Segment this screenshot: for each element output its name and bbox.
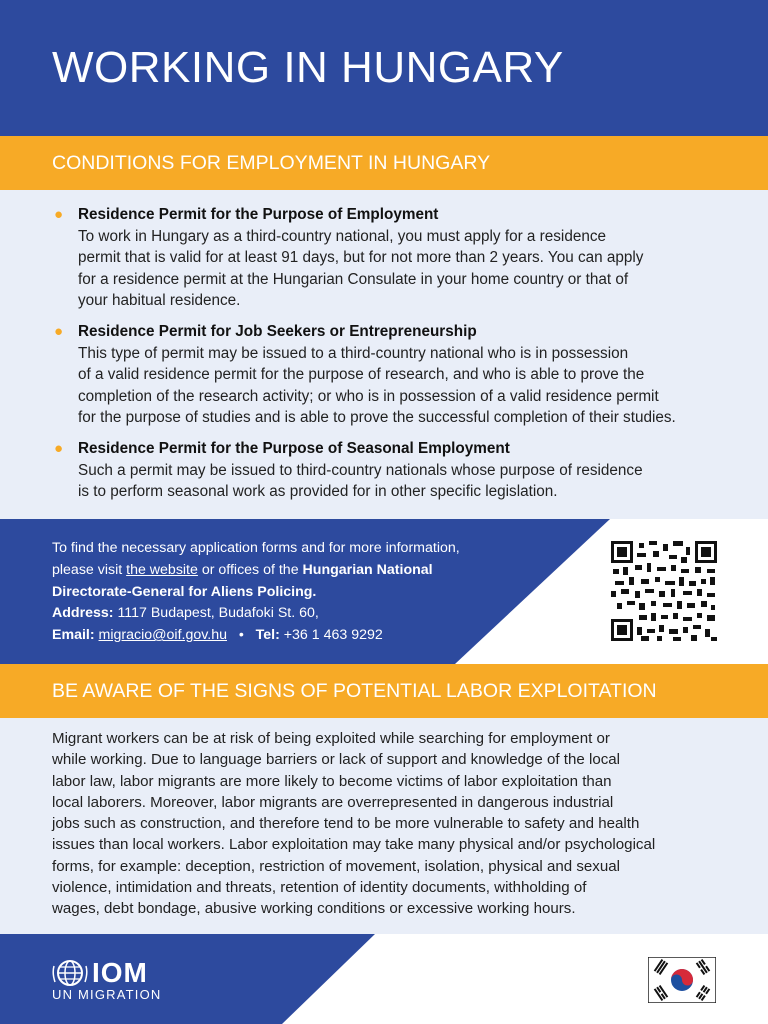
contact-line (52, 625, 532, 647)
exploitation-paragraph (52, 728, 718, 920)
permit-item-seasonal (54, 438, 728, 503)
address-line (52, 603, 532, 625)
permit-line: for the purpose of studies and is able to prove the successful completion of their studies. (78, 409, 676, 426)
paragraph-line: labor law, labor migrants are more likely to become victims of labor exploitation than (52, 772, 612, 790)
section-heading-exploitation (0, 664, 768, 718)
page-title: WORKING IN HUNGARY (52, 43, 564, 92)
bullet-icon: ● (54, 323, 64, 340)
email-label: Email: (52, 627, 95, 644)
tel-value: +36 1 463 9292 (279, 627, 383, 644)
iom-emblem-icon (52, 958, 88, 988)
paragraph-line: while working. Due to language barriers or lack of support and knowledge of the local (52, 751, 621, 769)
contact-info-text (52, 538, 532, 647)
permit-title: Residence Permit for the Purpose of Seasonal Employment (78, 440, 510, 457)
permit-line: permit that is valid for at least 91 days, but for not more than 2 years. You can apply (78, 249, 644, 266)
info-line (52, 560, 532, 582)
permit-line: To work in Hungary as a third-country national, you must apply for a residence (78, 227, 607, 245)
website-link[interactable]: the website (126, 561, 198, 578)
paragraph-line: forms, for example: deception, restriction of movement, isolation, physical and sexual (52, 857, 620, 875)
info-line: To find the necessary application forms and for more information, (52, 540, 460, 556)
paragraph-line: jobs such as construction, and therefore tend to be more vulnerable to safety and health (52, 815, 640, 833)
iom-logo-text: IOM (92, 957, 148, 988)
address-value: 1117 Budapest, Budafoki St. 60, (113, 605, 319, 622)
permit-line: Such a permit may be issued to third-country nationals whose purpose of residence (78, 461, 643, 479)
iom-logo[interactable] (52, 957, 172, 1007)
permit-line: for a residence permit at the Hungarian Consulate in your home country or that of (78, 270, 629, 288)
header-banner (0, 0, 768, 136)
section-heading-exploitation-text: BE AWARE OF THE SIGNS OF POTENTIAL LABOR EXPLOITATION (52, 680, 657, 702)
section-heading-conditions-text: CONDITIONS FOR EMPLOYMENT IN HUNGARY (52, 152, 491, 174)
agency-name: Directorate-General for Aliens Policing. (52, 583, 317, 600)
paragraph-line: local laborers. Moreover, labor migrants are overrepresented in dangerous industrial (52, 793, 614, 811)
un-migration-text: UN MIGRATION (52, 987, 162, 1002)
permit-item-job-seekers (54, 321, 728, 429)
paragraph-line: wages, debt bondage, abusive working conditions or excessive working hours. (52, 900, 576, 918)
permit-line: your habitual residence. (78, 292, 241, 309)
section-heading-conditions (0, 136, 768, 190)
separator-dot: • (238, 627, 244, 644)
permit-line: This type of permit may be issued to a third-country national who is in possession (78, 344, 629, 362)
south-korea-flag-icon (648, 957, 716, 1003)
paragraph-line: Migrant workers can be at risk of being exploited while searching for employment or (52, 730, 610, 747)
tel-label: Tel: (255, 627, 280, 644)
bullet-icon: ● (54, 440, 64, 457)
info-text: please visit (52, 561, 127, 578)
paragraph-line: issues than local workers. Labor exploitation may take many physical and/or psychological (52, 836, 656, 854)
permit-line: is to perform seasonal work as provided for in other specific legislation. (78, 483, 558, 500)
info-line (52, 582, 532, 604)
paragraph-line: violence, intimidation and threats, retention of identity documents, withholding of (52, 879, 587, 897)
email-link[interactable]: migracio@oif.gov.hu (98, 627, 228, 644)
permit-title: Residence Permit for Job Seekers or Entrepreneurship (78, 323, 477, 340)
permit-title: Residence Permit for the Purpose of Employment (78, 206, 439, 223)
info-text: or offices of the (197, 561, 303, 578)
permit-line: of a valid residence permit for the purpose of research, and who is able to prove the (78, 366, 645, 383)
agency-name: Hungarian National (302, 561, 433, 578)
permit-line: completion of the research activity; or who is in possession of a valid residence permit (78, 387, 659, 405)
permit-item-employment (54, 204, 728, 312)
qr-code-icon[interactable] (611, 541, 717, 641)
bullet-icon: ● (54, 206, 64, 223)
address-label: Address: (52, 605, 114, 622)
